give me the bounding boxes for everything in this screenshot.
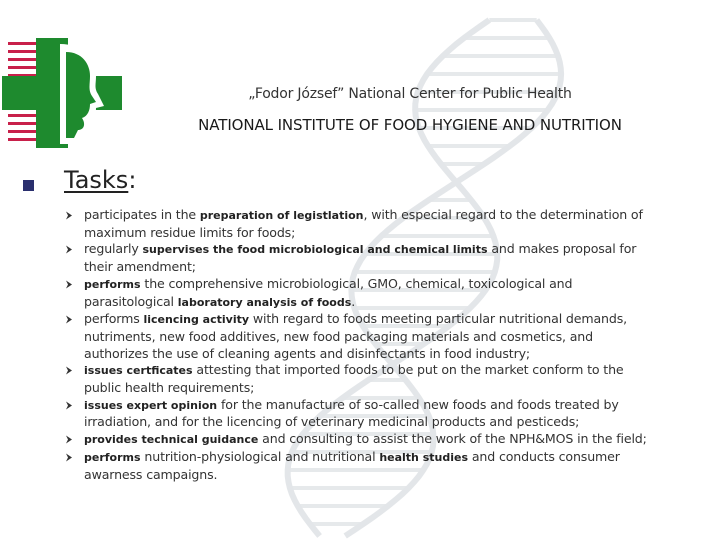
arrow-bullet-icon: [65, 366, 73, 375]
tasks-heading-word: Tasks: [64, 166, 129, 194]
arrow-bullet-icon: [65, 211, 73, 220]
institute-name: NATIONAL INSTITUTE OF FOOD HYGIENE AND NUTRITION: [198, 116, 622, 134]
arrow-bullet-icon: [65, 245, 73, 254]
task-item: [63, 397, 653, 431]
task-text: and makes proposal for their amendment;: [84, 241, 637, 275]
arrow-bullet-icon: [65, 315, 73, 324]
task-text: for the manufacture of so-called new foods and foods treated by irradiation, and for the licencing of veterinary medicinal products and pesticeds;: [84, 396, 619, 430]
task-text: , with especial regard to the determination of maximum residue limits for foods;: [84, 207, 643, 240]
task-emphasis: performs: [84, 450, 141, 464]
center-name: „Fodor József” National Center for Public Health: [248, 86, 572, 102]
square-bullet-icon: [23, 180, 34, 191]
task-text: attesting that imported foods to be put on the market conform to the public health requirements;: [84, 362, 624, 396]
task-text: with regard to foods meeting particular nutritional demands, nutriments, new food additives, new food packaging materials and cosmetics, and authorizes the use of cleaning agents and disinfectants in food industry;: [84, 311, 627, 361]
task-item: [63, 241, 653, 275]
task-text: performs: [84, 311, 144, 327]
task-text: and conducts consumer awarness campaigns.: [84, 448, 620, 482]
task-text: the comprehensive microbiological, GMO, chemical, toxicological and parasitological: [84, 275, 573, 309]
task-emphasis: licencing activity: [143, 313, 250, 327]
arrow-bullet-icon: [65, 401, 73, 410]
task-item: [63, 276, 653, 311]
task-emphasis: issues certficates: [84, 364, 193, 378]
task-text: nutrition-physiological and nutritional: [140, 448, 380, 464]
task-item: [63, 207, 653, 241]
task-text: and consulting to assist the work of the NPH&MOS in the field;: [258, 431, 647, 447]
task-text: participates in the: [84, 207, 200, 222]
tasks-heading: [64, 166, 136, 194]
task-emphasis: provides technical guidance: [84, 433, 259, 447]
arrow-bullet-icon: [65, 453, 73, 462]
task-text: regularly: [84, 241, 143, 257]
task-emphasis: performs: [84, 277, 141, 291]
task-emphasis: health studies: [379, 450, 469, 464]
task-item: [63, 431, 653, 449]
task-emphasis: issues expert opinion: [84, 398, 218, 412]
task-emphasis: supervises the food microbiological and chemical limits: [142, 243, 488, 257]
tasks-heading-colon: :: [128, 166, 137, 194]
task-emphasis: preparation of legistlation: [199, 209, 364, 222]
arrow-bullet-icon: [65, 435, 73, 444]
task-list: [63, 207, 653, 483]
task-item: [63, 449, 653, 483]
task-item: [63, 311, 653, 362]
task-emphasis: laboratory analysis of foods: [177, 295, 352, 309]
task-item: [63, 362, 653, 396]
task-text: .: [351, 293, 356, 309]
arrow-bullet-icon: [65, 280, 73, 289]
